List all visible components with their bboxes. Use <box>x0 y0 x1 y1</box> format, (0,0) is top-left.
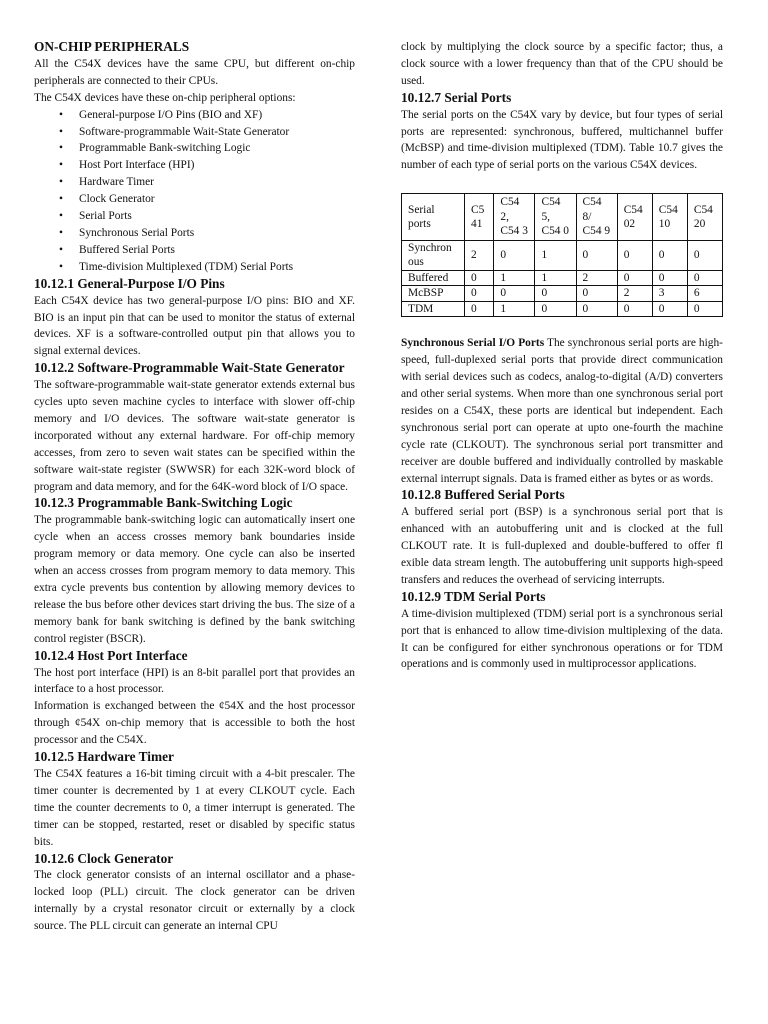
paragraph: The serial ports on the C54X vary by device, but four types of serial ports are represented: synchronous, buffered, multichannel buffer (McBSP) and time-division multiplexed (TDM). Table 10.7 gives the number of each type of serial ports on the various C54X devices. <box>401 108 723 172</box>
paragraph: clock by multiplying the clock source by a specific factor; thus, a clock source with a lower frequency than that of the CPU should be used. <box>401 41 723 87</box>
section-heading: 10.12.1 General-Purpose I/O Pins <box>34 275 225 291</box>
table-cell: 0 <box>617 270 652 286</box>
paragraph: The C54X features a 16-bit timing circuit with a 4-bit prescaler. The timer counter is decremented by 1 at every CLKOUT cycle. Each time the counter decrements to 0, a timer interrupt is generated. The timer can be stopped, restarted, reset or disabled by specific status bits. <box>34 767 355 848</box>
table-cell: 0 <box>465 286 494 302</box>
paragraph-text: The synchronous serial ports are high-speed, full-duplexed serial ports that provide direct communication with serial devices such as codecs, analog-to-digital (A/D) converters and other serial systems. When more than one synchronous serial port resides on a C54X, these ports are identical but independent. Each synchronous serial port can operate at upto one-fourth the machine cycle rate (CLKOUT). The synchronous serial port transmitter and receiver are double buffered and individually controlled by maskable external interrupt signals. Data is framed either as bytes or as words. <box>401 337 723 485</box>
table-cell: 0 <box>535 301 576 317</box>
paragraph: Information is exchanged between the ¢54X and the host processor through ¢54X on-chip memory that is accessible to both the host processor and the C54X. <box>34 700 355 747</box>
list-item: • Software-programmable Wait-State Generator <box>79 124 355 141</box>
table-cell: McBSP <box>402 286 465 302</box>
table-cell: 2 <box>617 286 652 302</box>
table-header-cell: C54 5, C54 0 <box>535 194 576 241</box>
list-item: • Hardware Timer <box>79 174 355 191</box>
serial-ports-table <box>401 193 723 317</box>
list-item: • Serial Ports <box>79 208 355 225</box>
table-cell: 1 <box>494 301 535 317</box>
list-item: • Time-division Multiplexed (TDM) Serial Ports <box>79 259 355 276</box>
paragraph: The host port interface (HPI) is an 8-bit parallel port that provides an interface to a host processor. <box>34 666 355 696</box>
section-heading: 10.12.4 Host Port Interface <box>34 647 188 663</box>
table-cell: 6 <box>687 286 722 302</box>
section-heading: 10.12.9 TDM Serial Ports <box>401 588 546 604</box>
table-cell: 0 <box>576 240 617 270</box>
table-cell: 0 <box>617 240 652 270</box>
paragraph: The clock generator consists of an internal oscillator and a phase-locked loop (PLL) circuit. The clock generator can be driven internally by a crystal resonator circuit or externally by a clock source. The PLL circuit can generate an internal CPU <box>34 869 355 933</box>
table-cell: 0 <box>687 240 722 270</box>
table-cell: 1 <box>535 270 576 286</box>
table-cell: TDM <box>402 301 465 317</box>
paragraph: The C54X devices have these on-chip peripheral options: <box>34 91 296 104</box>
run-in-heading: Synchronous Serial I/O Ports <box>401 337 545 350</box>
table-cell: 0 <box>494 286 535 302</box>
table-header-cell: C54 20 <box>687 194 722 241</box>
table-cell: 0 <box>687 270 722 286</box>
list-item: • Host Port Interface (HPI) <box>79 157 355 174</box>
paragraph: The programmable bank-switching logic can automatically insert one cycle when an access crosses memory bank boundaries inside program memory or data memory. One cycle can also be inserted when an access crosses from program memory to data memory. This extra cycle prevents bus contention by allowing memory devices to release the bus before other devices start driving the bus. The size of a memory bank for bank switching is defined by the bank switching control register (BSCR). <box>34 514 355 645</box>
list-item: • Programmable Bank-switching Logic <box>79 140 355 157</box>
list-item: • Synchronous Serial Ports <box>79 225 355 242</box>
table-row <box>402 270 723 286</box>
section-heading: 10.12.2 Software-Programmable Wait-State Generator <box>34 360 345 376</box>
table-cell: 0 <box>465 270 494 286</box>
table-header-cell: Serial ports <box>402 194 465 241</box>
table-header-cell: C5 41 <box>465 194 494 241</box>
left-column <box>34 39 355 935</box>
section-heading: 10.12.8 Buffered Serial Ports <box>401 487 565 503</box>
paragraph: The software-programmable wait-state generator extends external bus cycles upto seven machine cycles to interface with slower off-chip memory and I/O devices. The software wait-state generator is incorporated without any external hardware. For off-chip memory accesses, from zero to seven wait states can be specified within the software wait-state register (SWWSR) for each 32K-word block of program and data memory, and for the 64K-word block of I/O space. <box>34 379 355 493</box>
paragraph: Each C54X device has two general-purpose I/O pins: BIO and XF. BIO is an input pin that can be used to monitor the status of external devices. XF is a software-controlled output pin that allows you to signal external devices. <box>34 294 355 358</box>
paragraph: A time-division multiplexed (TDM) serial port is a synchronous serial port that is enhanced to allow time-division multiplexing of the data. It can be configured for either synchronous operations or for TDM operations and is commonly used in multiprocessor applications. <box>401 607 723 671</box>
paragraph: All the C54X devices have the same CPU, but different on-chip peripherals are connected to their CPUs. <box>34 57 355 87</box>
table-row <box>402 240 723 270</box>
table-header-cell: C54 2, C54 3 <box>494 194 535 241</box>
table-cell: 0 <box>652 240 687 270</box>
table-cell: Synchron ous <box>402 240 465 270</box>
paragraph: A buffered serial port (BSP) is a synchronous serial port that is enhanced with an autobuffering unit and is clocked at the full CLKOUT rate. It is full-duplexed and double-buffered to offer fl exible data stream length. The autobuffering unit supports high-speed transfers and reduces the overhead of servicing interrupts. <box>401 506 723 586</box>
table-cell: 1 <box>494 270 535 286</box>
table-cell: 0 <box>652 301 687 317</box>
table-cell: 2 <box>465 240 494 270</box>
table-cell: 0 <box>687 301 722 317</box>
table-row <box>402 286 723 302</box>
section-heading: 10.12.6 Clock Generator <box>34 850 174 866</box>
list-item: • Buffered Serial Ports <box>79 242 355 259</box>
section-heading: 10.12.3 Programmable Bank-Switching Logic <box>34 495 293 511</box>
section-heading: 10.12.5 Hardware Timer <box>34 749 174 765</box>
table-cell: 0 <box>576 301 617 317</box>
table-row <box>402 301 723 317</box>
table-cell: 0 <box>535 286 576 302</box>
peripheral-options-list <box>34 107 355 276</box>
list-item: • General-purpose I/O Pins (BIO and XF) <box>79 107 355 124</box>
table-cell: 0 <box>576 286 617 302</box>
table-cell: 0 <box>494 240 535 270</box>
table-cell: 0 <box>617 301 652 317</box>
table-cell: 0 <box>465 301 494 317</box>
table-cell: 0 <box>652 270 687 286</box>
section-title-on-chip-peripherals: ON-CHIP PERIPHERALS <box>34 39 190 54</box>
table-header-cell: C54 8/ C54 9 <box>576 194 617 241</box>
table-cell: Buffered <box>402 270 465 286</box>
right-column <box>401 39 723 673</box>
table-cell: 2 <box>576 270 617 286</box>
paragraph <box>401 335 723 487</box>
table-header-row <box>402 194 723 241</box>
table-header-cell: C54 10 <box>652 194 687 241</box>
table-cell: 1 <box>535 240 576 270</box>
table-cell: 3 <box>652 286 687 302</box>
table-header-cell: C54 02 <box>617 194 652 241</box>
section-heading: 10.12.7 Serial Ports <box>401 89 512 105</box>
list-item: • Clock Generator <box>79 191 355 208</box>
